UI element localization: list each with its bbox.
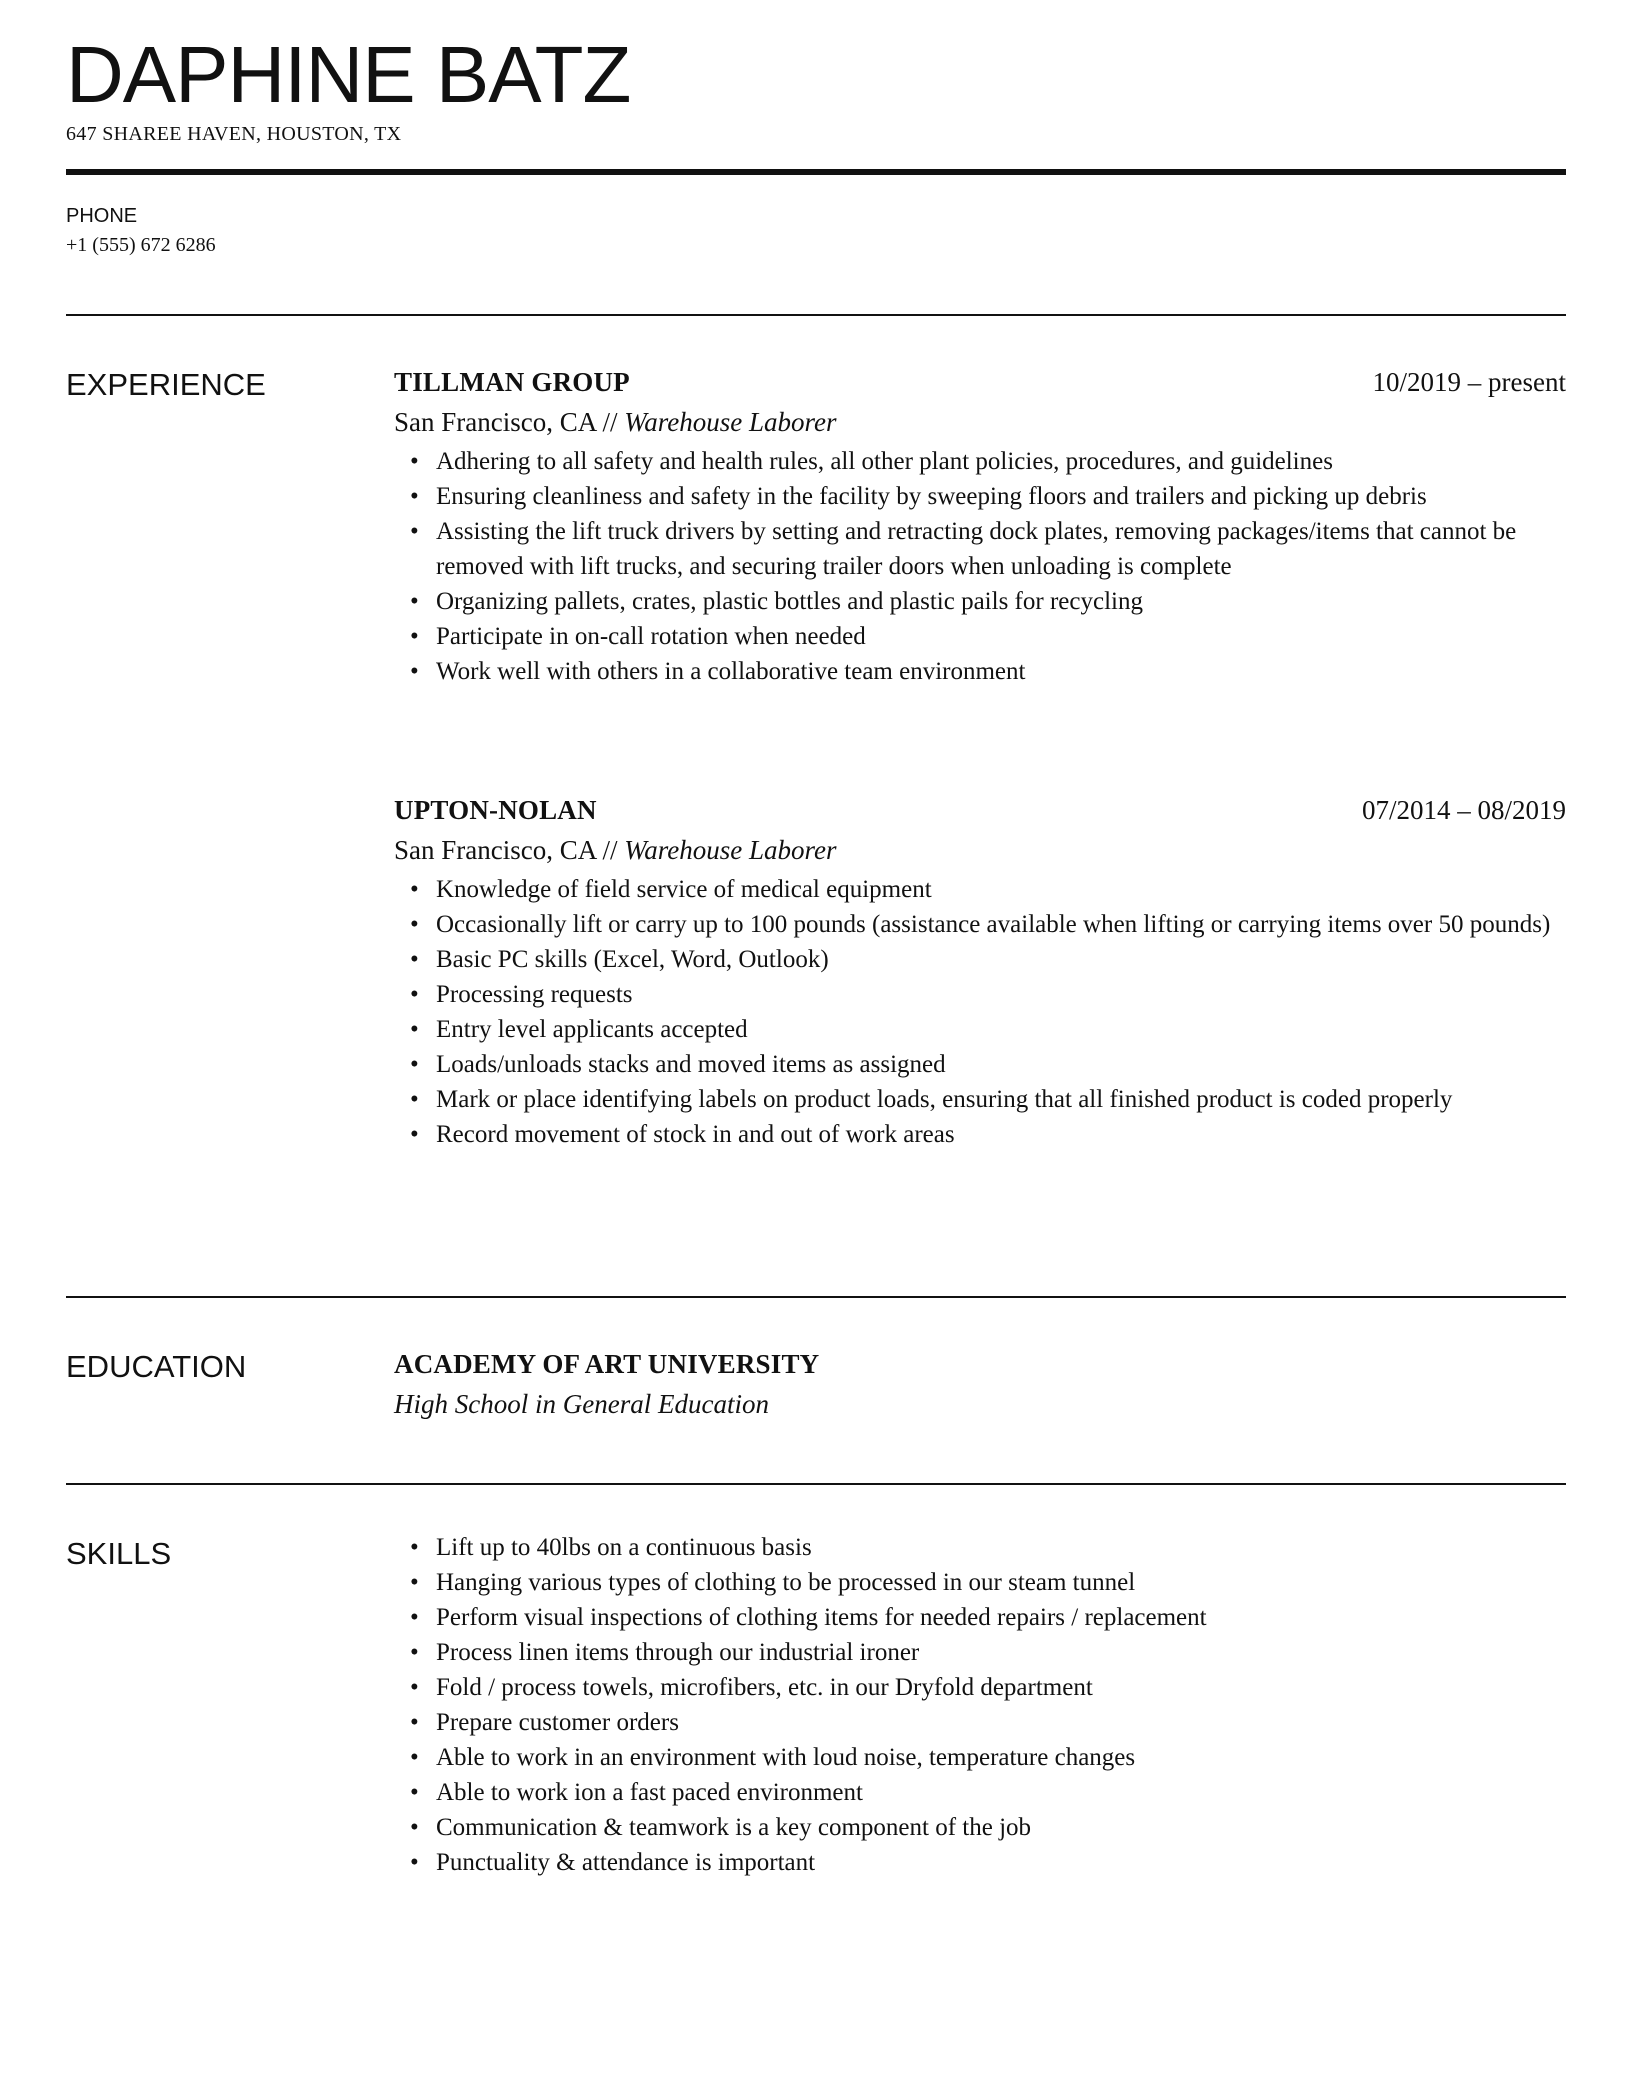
list-item: • Perform visual inspections of clothing items for needed repairs / replacement	[394, 1600, 1566, 1635]
list-item: • Participate in on-call rotation when needed	[394, 619, 1566, 654]
job-role: Warehouse Laborer	[624, 835, 837, 865]
list-item: • Knowledge of field service of medical equipment	[394, 872, 1566, 907]
list-item: • Record movement of stock in and out of work areas	[394, 1117, 1566, 1152]
job-header	[394, 790, 1566, 830]
education-section-title: EDUCATION	[66, 1349, 247, 1384]
phone-value: +1 (555) 672 6286	[66, 234, 216, 256]
job-meta	[394, 830, 1566, 870]
list-item: • Processing requests	[394, 977, 1566, 1012]
meta-separator: //	[595, 407, 625, 437]
company-name: UPTON-NOLAN	[394, 795, 597, 825]
list-item: • Adhering to all safety and health rules, all other plant policies, procedures, and guidelines	[394, 444, 1566, 479]
list-item: • Basic PC skills (Excel, Word, Outlook)	[394, 942, 1566, 977]
list-item: • Prepare customer orders	[394, 1705, 1566, 1740]
list-item: • Hanging various types of clothing to be processed in our steam tunnel	[394, 1565, 1566, 1600]
skills-entry	[394, 1530, 1566, 1880]
job-duties-list	[394, 872, 1566, 1152]
experience-divider	[66, 1296, 1566, 1298]
list-item: • Occasionally lift or carry up to 100 pounds (assistance available when lifting or carrying items over 50 pounds)	[394, 907, 1566, 942]
skills-list	[394, 1530, 1566, 1880]
list-item: • Lift up to 40lbs on a continuous basis	[394, 1530, 1566, 1565]
experience-section-title: EXPERIENCE	[66, 367, 266, 402]
header-divider	[66, 169, 1566, 175]
job-duties-list	[394, 444, 1566, 689]
list-item: • Mark or place identifying labels on product loads, ensuring that all finished product is coded properly	[394, 1082, 1566, 1117]
list-item: • Ensuring cleanliness and safety in the facility by sweeping floors and trailers and picking up debris	[394, 479, 1566, 514]
list-item: • Entry level applicants accepted	[394, 1012, 1566, 1047]
list-item: • Organizing pallets, crates, plastic bottles and plastic pails for recycling	[394, 584, 1566, 619]
contact-divider	[66, 314, 1566, 316]
resume-page	[66, 0, 1566, 2098]
list-item: • Able to work in an environment with loud noise, temperature changes	[394, 1740, 1566, 1775]
meta-separator: //	[595, 835, 625, 865]
experience-entry-2	[394, 790, 1566, 1152]
job-role: Warehouse Laborer	[624, 407, 837, 437]
experience-entry-1	[394, 362, 1566, 689]
phone-label: PHONE	[66, 205, 138, 227]
list-item: • Loads/unloads stacks and moved items as assigned	[394, 1047, 1566, 1082]
candidate-address: 647 SHAREE HAVEN, HOUSTON, TX	[66, 123, 402, 145]
list-item: • Fold / process towels, microfibers, etc. in our Dryfold department	[394, 1670, 1566, 1705]
list-item: • Communication & teamwork is a key component of the job	[394, 1810, 1566, 1845]
school-name: ACADEMY OF ART UNIVERSITY	[394, 1349, 820, 1379]
list-item: • Process linen items through our industrial ironer	[394, 1635, 1566, 1670]
job-meta	[394, 402, 1566, 442]
job-location: San Francisco, CA	[394, 407, 596, 437]
job-location: San Francisco, CA	[394, 835, 596, 865]
list-item: • Able to work ion a fast paced environment	[394, 1775, 1566, 1810]
education-divider	[66, 1483, 1566, 1485]
education-entry	[394, 1344, 1566, 1424]
list-item: • Work well with others in a collaborative team environment	[394, 654, 1566, 689]
job-dates: 07/2014 – 08/2019	[1361, 795, 1566, 825]
candidate-name: DAPHINE BATZ	[66, 30, 631, 119]
company-name: TILLMAN GROUP	[394, 367, 630, 397]
job-header	[394, 362, 1566, 402]
list-item: • Assisting the lift truck drivers by setting and retracting dock plates, removing packages/items that cannot be removed with lift trucks, and securing trailer doors when unloading is complete	[394, 514, 1566, 584]
skills-section-title: SKILLS	[66, 1536, 172, 1571]
job-dates: 10/2019 – present	[1372, 367, 1566, 397]
list-item: • Punctuality & attendance is important	[394, 1845, 1566, 1880]
degree: High School in General Education	[394, 1389, 769, 1419]
